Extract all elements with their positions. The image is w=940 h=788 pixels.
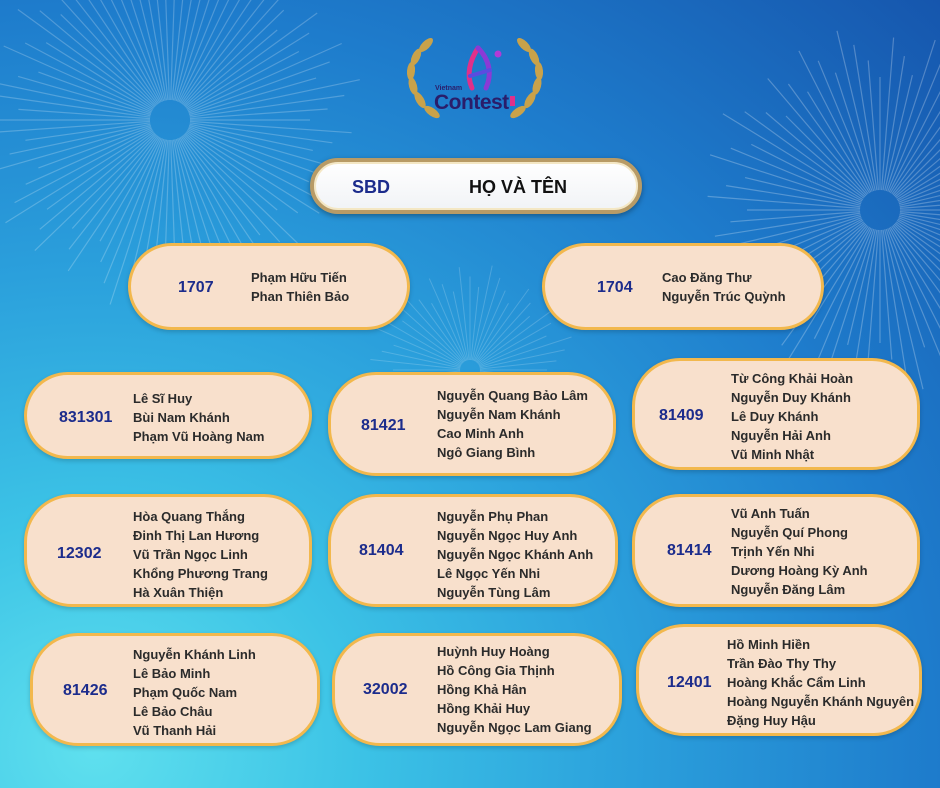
member-name: Lê Sĩ Huy	[133, 391, 193, 406]
member-name: Lê Bảo Minh	[133, 666, 211, 681]
member-name: Lê Ngọc Yến Nhi	[437, 566, 541, 581]
team-members	[251, 268, 349, 306]
member-name: Nguyễn Ngọc Lam Giang	[437, 720, 592, 735]
team-members	[731, 369, 853, 464]
member-name: Hồ Minh Hiền	[727, 637, 811, 652]
table-header	[310, 158, 642, 214]
team-sbd: 81426	[63, 682, 108, 699]
member-name: Vũ Anh Tuấn	[731, 506, 810, 521]
member-name: Phạm Vũ Hoàng Nam	[133, 429, 265, 444]
member-name: Hồ Công Gia Thịnh	[437, 663, 555, 678]
team-sbd: 1704	[597, 279, 633, 296]
contest-logo	[400, 30, 550, 135]
member-name: Dương Hoàng Kỳ Anh	[731, 563, 868, 578]
logo-brand-text: Contest	[434, 91, 509, 114]
team-members	[437, 507, 593, 602]
team-sbd: 32002	[363, 681, 408, 698]
team-sbd: 831301	[59, 409, 113, 426]
member-name: Hồng Khải Huy	[437, 701, 531, 716]
member-name: Vũ Minh Nhật	[731, 447, 815, 462]
member-name: Cao Đăng Thư	[662, 270, 752, 285]
logo-small-text: Vietnam	[435, 85, 463, 92]
laurel-wreath-icon	[400, 30, 550, 135]
team-card	[636, 624, 922, 736]
member-name: Hà Xuân Thiện	[133, 585, 224, 600]
member-name: Nguyễn Duy Khánh	[731, 390, 851, 405]
team-members	[437, 642, 592, 737]
team-card	[632, 358, 920, 470]
member-name: Nguyễn Quí Phong	[731, 525, 848, 540]
team-sbd: 81409	[659, 407, 704, 424]
member-name: Nguyễn Quang Bảo Lâm	[437, 388, 588, 403]
team-members	[133, 645, 256, 740]
team-members	[662, 268, 786, 306]
member-name: Trịnh Yến Nhi	[731, 544, 815, 559]
team-sbd: 81414	[667, 542, 712, 559]
member-name: Nguyễn Ngọc Khánh Anh	[437, 547, 594, 562]
team-card	[24, 494, 312, 607]
team-members	[727, 635, 914, 730]
team-card	[30, 633, 320, 746]
member-name: Khổng Phương Trang	[133, 566, 268, 581]
team-members	[133, 389, 264, 446]
team-sbd: 81421	[361, 417, 406, 434]
member-name: Nguyễn Đăng Lâm	[731, 582, 846, 597]
member-name: Đặng Huy Hậu	[727, 713, 816, 728]
member-name: Vũ Thanh Hải	[133, 723, 217, 738]
member-name: Từ Công Khải Hoàn	[731, 371, 854, 386]
team-card	[328, 372, 616, 476]
header-name-label: HỌ VÀ TÊN	[469, 177, 568, 197]
team-sbd: 81404	[359, 542, 404, 559]
member-name: Ngô Giang Bình	[437, 445, 536, 460]
member-name: Phạm Hữu Tiến	[251, 270, 347, 285]
member-name: Bùi Nam Khánh	[133, 410, 230, 425]
member-name: Nguyễn Trúc Quỳnh	[662, 289, 786, 304]
member-name: Cao Minh Anh	[437, 426, 524, 441]
member-name: Nguyễn Phụ Phan	[437, 509, 549, 524]
team-members	[437, 386, 588, 462]
team-sbd: 12302	[57, 545, 102, 562]
member-name: Phạm Quốc Nam	[133, 685, 238, 700]
member-name: Trần Đào Thy Thy	[727, 656, 837, 671]
team-members	[731, 504, 868, 599]
member-name: Nguyễn Hải Anh	[731, 428, 831, 443]
member-name: Hoàng Khắc Cẩm Linh	[727, 675, 866, 690]
member-name: Nguyễn Nam Khánh	[437, 407, 561, 422]
member-name: Đinh Thị Lan Hương	[133, 528, 260, 543]
member-name: Phan Thiên Bảo	[251, 289, 350, 304]
member-name: Vũ Trần Ngọc Linh	[133, 547, 248, 562]
member-name: Huỳnh Huy Hoàng	[437, 644, 550, 659]
member-name: Nguyễn Khánh Linh	[133, 647, 256, 662]
team-sbd: 12401	[667, 674, 712, 691]
member-name: Lê Duy Khánh	[731, 409, 819, 424]
team-card	[632, 494, 920, 607]
team-card	[328, 494, 618, 607]
team-card	[542, 243, 824, 330]
member-name: Hồng Khả Hân	[437, 682, 527, 697]
team-sbd: 1707	[178, 279, 214, 296]
member-name: Lê Bảo Châu	[133, 704, 213, 719]
team-card	[128, 243, 410, 330]
member-name: Nguyễn Ngọc Huy Anh	[437, 528, 578, 543]
member-name: Nguyễn Tùng Lâm	[437, 585, 551, 600]
team-card	[332, 633, 622, 746]
team-members	[133, 507, 268, 602]
header-sbd-label: SBD	[352, 177, 391, 197]
member-name: Hòa Quang Thắng	[133, 509, 245, 524]
team-card	[24, 372, 312, 459]
member-name: Hoàng Nguyễn Khánh Nguyên	[727, 694, 915, 709]
